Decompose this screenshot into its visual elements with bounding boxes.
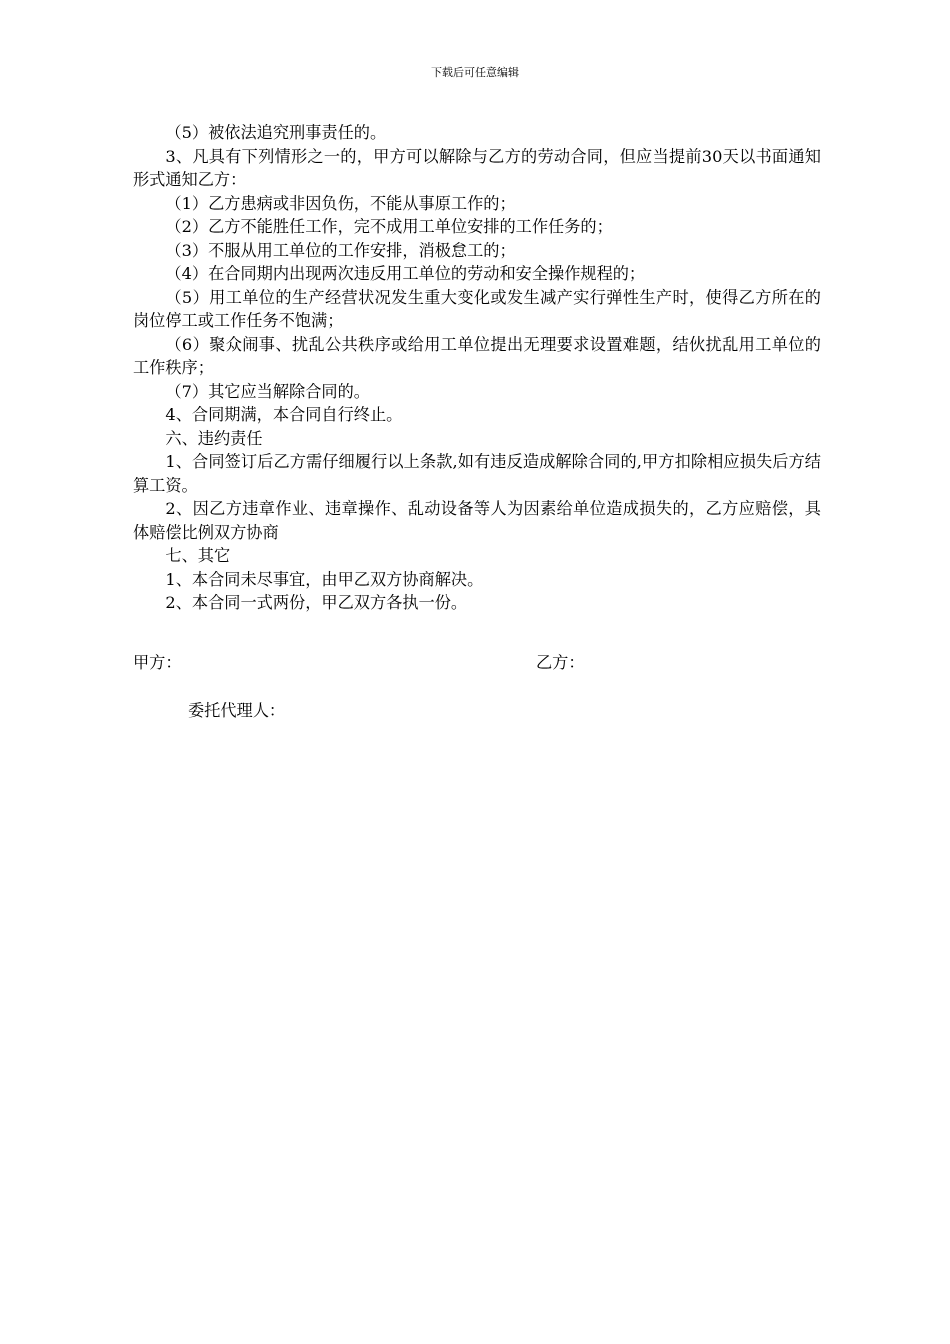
clause-3-item-3: （3）不服从用工单位的工作安排，消极怠工的； [165, 240, 516, 260]
agent-label: 委托代理人： [188, 701, 286, 720]
page-header: 下载后可任意编辑 [431, 66, 519, 79]
signature-row [133, 651, 821, 675]
clause-3-item-6: （6）聚众闹事、扰乱公共秩序或给用工单位提出无理要求设置难题，结伙扰乱用工单位的工作秩序； [133, 334, 821, 377]
clause-3-item-1: （1）乙方患病或非因负伤，不能从事原工作的； [165, 193, 516, 213]
section-6-item-2: 2、因乙方违章作业、违章操作、乱动设备等人为因素给单位造成损失的，乙方应赔偿，具体赔偿比例双方协商 [133, 499, 821, 542]
section-6-item-1: 1、合同签订后乙方需仔细履行以上条款,如有违反造成解除合同的,甲方扣除相应损失后方结算工资。 [133, 452, 821, 495]
clause-4-expiry: 4、合同期满，本合同自行终止。 [165, 405, 403, 424]
clause-3-termination-notice: 3、凡具有下列情形之一的，甲方可以解除与乙方的劳动合同，但应当提前30天以书面通知形式通知乙方： [133, 146, 821, 189]
section-7-item-2: 2、本合同一式两份，甲乙双方各执一份。 [165, 593, 468, 612]
section-6-heading: 六、违约责任 [165, 428, 263, 448]
contract-body [133, 121, 821, 615]
clause-3-item-7: （7）其它应当解除合同的。 [165, 381, 370, 401]
party-b-label: 乙方： [536, 653, 585, 672]
party-a-label: 甲方： [133, 653, 182, 672]
section-7-heading: 七、其它 [165, 546, 231, 565]
clause-3-item-2: （2）乙方不能胜任工作，完不成用工单位安排的工作任务的； [165, 217, 613, 236]
clause-5-criminal: （5）被依法追究刑事责任的。 [165, 123, 387, 142]
clause-3-item-4: （4）在合同期内出现两次违反用工单位的劳动和安全操作规程的； [165, 264, 646, 283]
section-7-item-1: 1、本合同未尽事宜，由甲乙双方协商解决。 [165, 569, 484, 589]
clause-3-item-5: （5）用工单位的生产经营状况发生重大变化或发生减产实行弹性生产时，使得乙方所在的岗位停工或工作任务不饱满； [133, 287, 821, 330]
